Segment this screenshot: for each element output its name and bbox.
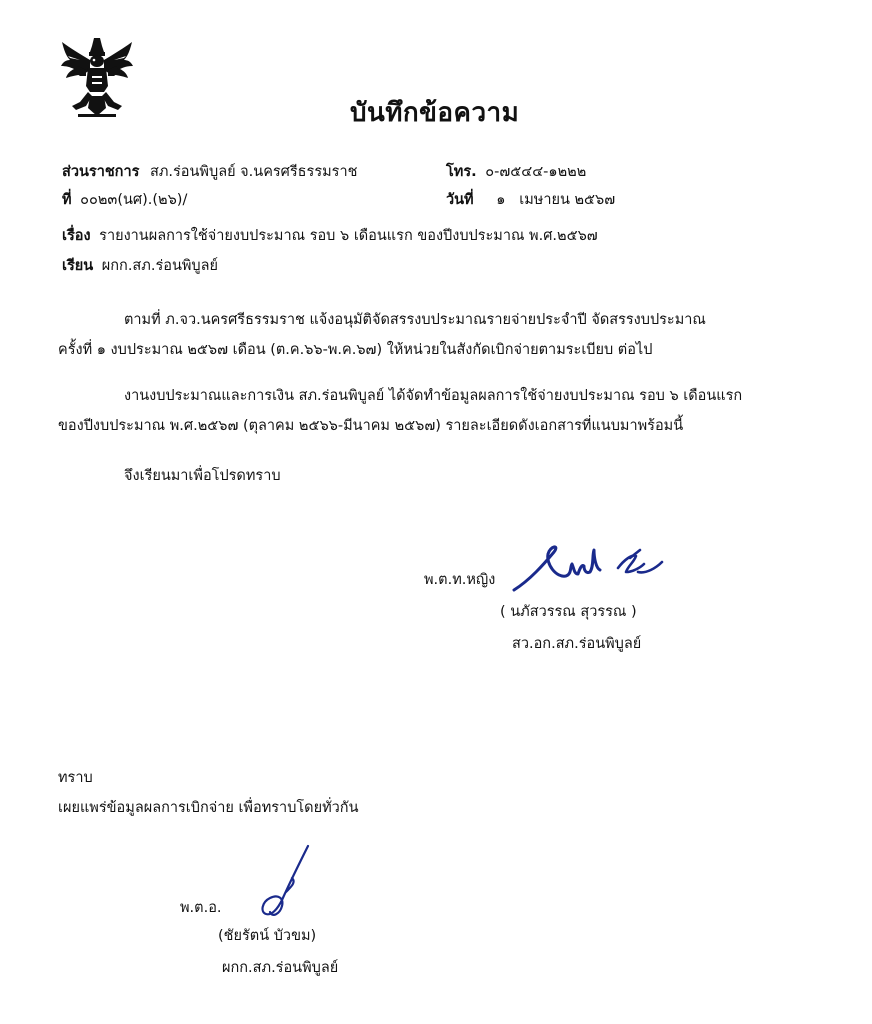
subject-label: เรื่อง xyxy=(62,228,91,244)
paragraph-1-line-2: ครั้งที่ ๑ งบประมาณ ๒๕๖๗ เดือน (ต.ค.๖๖-พ.ค.๖๗) ให้หน่วยในสังกัดเบิกจ่ายตามระเบียบ ต่อไป xyxy=(58,342,653,358)
signer-2-name: (ชัยรัตน์ บัวขม) xyxy=(218,928,317,944)
date-value: ๑ เมษายน ๒๕๖๗ xyxy=(496,192,616,208)
ref-label: ที่ xyxy=(62,192,72,208)
ref-value: ๐๐๒๓(นศ).(๒๖)/ xyxy=(80,192,188,208)
phone-value: ๐-๗๕๔๔-๑๒๒๒ xyxy=(485,164,587,180)
signer-2-rank: พ.ต.อ. xyxy=(180,900,222,916)
signer-2-position: ผกก.สภ.ร่อนพิบูลย์ xyxy=(222,960,339,976)
endorsement-order: เผยแพร่ข้อมูลผลการเบิกจ่าย เพื่อทราบโดยทั่วกัน xyxy=(58,800,359,816)
ref-row xyxy=(62,190,187,210)
subject-row xyxy=(62,226,598,246)
signature-2-image xyxy=(252,842,322,922)
garuda-emblem-icon xyxy=(58,36,136,122)
to-value: ผกก.สภ.ร่อนพิบูลย์ xyxy=(101,258,218,274)
department-value: สภ.ร่อนพิบูลย์ จ.นครศรีธรรมราช xyxy=(150,164,358,180)
date-label: วันที่ xyxy=(446,192,474,208)
paragraph-1-line-1: ตามที่ ภ.จว.นครศรีธรรมราช แจ้งอนุมัติจัดสรรงบประมาณรายจ่ายประจำปี จัดสรรงบประมาณ xyxy=(124,312,706,328)
to-label: เรียน xyxy=(62,258,94,274)
signer-1-position: สว.อก.สภ.ร่อนพิบูลย์ xyxy=(512,636,642,652)
closing-line: จึงเรียนมาเพื่อโปรดทราบ xyxy=(124,468,281,484)
signer-1-name: ( นภัสวรรณ สุวรรณ ) xyxy=(500,604,637,620)
subject-value: รายงานผลการใช้จ่ายงบประมาณ รอบ ๖ เดือนแรก ของปีงบประมาณ พ.ศ.๒๕๖๗ xyxy=(99,228,598,244)
signature-1-image xyxy=(510,538,680,596)
memo-title: บันทึกข้อความ xyxy=(350,98,520,128)
department-label: ส่วนราชการ xyxy=(62,164,140,180)
signer-1-rank: พ.ต.ท.หญิง xyxy=(424,572,496,588)
phone-row xyxy=(446,162,586,182)
paragraph-2-line-1: งานงบประมาณและการเงิน สภ.ร่อนพิบูลย์ ได้จัดทำข้อมูลผลการใช้จ่ายงบประมาณ รอบ ๖ เดือนแรก xyxy=(124,388,743,404)
to-row xyxy=(62,256,218,276)
date-row xyxy=(446,190,615,210)
paragraph-2-line-2: ของปีงบประมาณ พ.ศ.๒๕๖๗ (ตุลาคม ๒๕๖๖-มีนาคม ๒๕๖๗) รายละเอียดดังเอกสารที่แนบมาพร้อมนี้ xyxy=(58,418,684,434)
phone-label: โทร. xyxy=(446,164,477,180)
department-row xyxy=(62,162,357,182)
endorsement-ack: ทราบ xyxy=(58,770,93,786)
